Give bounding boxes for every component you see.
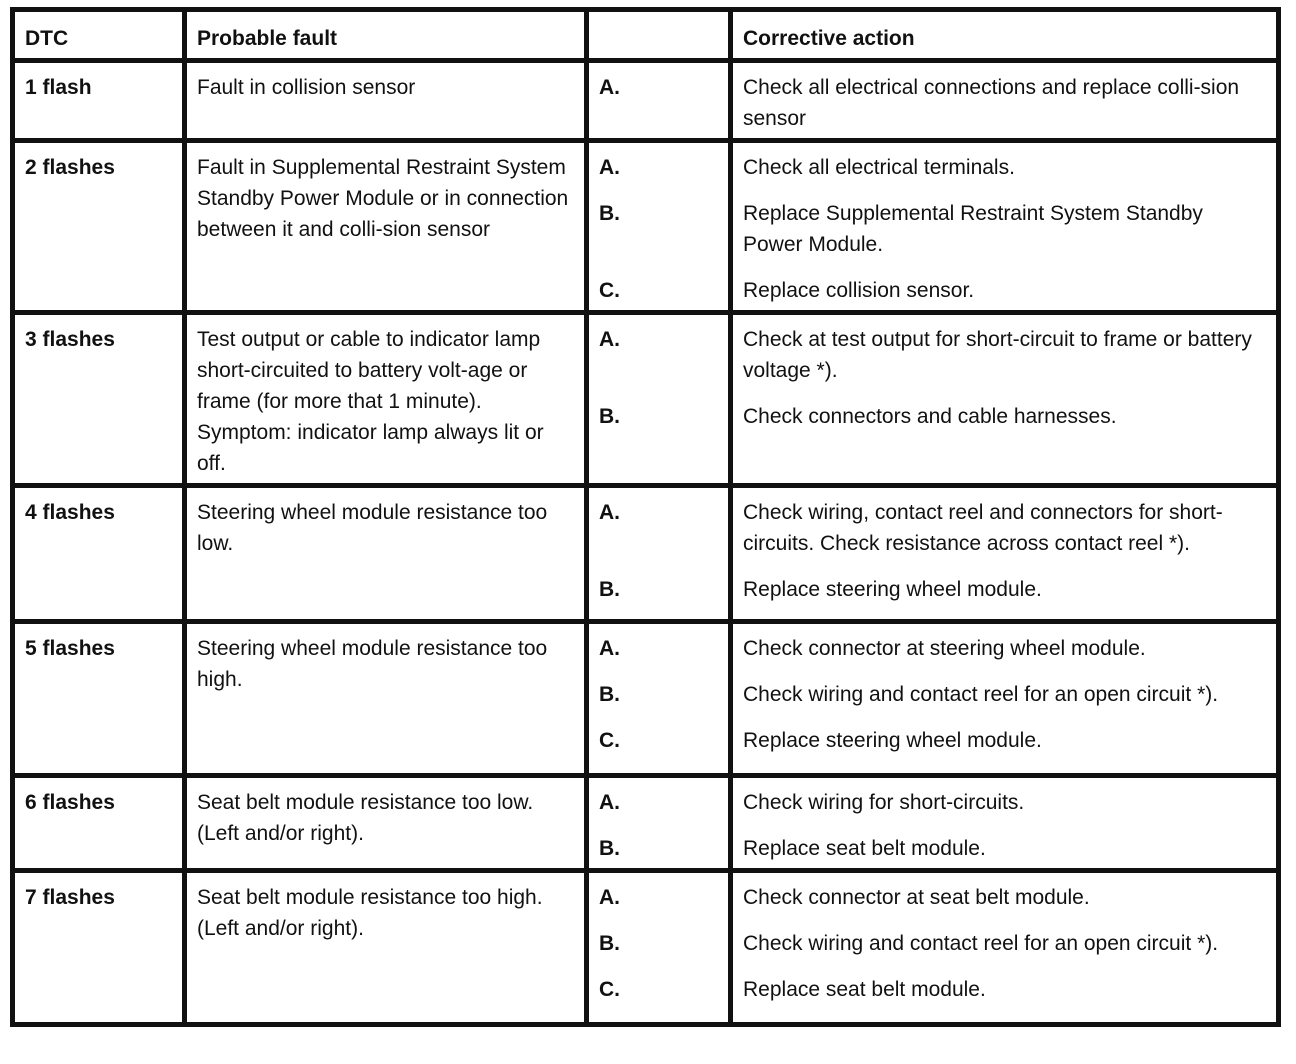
table-row [13,486,1279,622]
step-action: Check wiring and contact reel for an open circuit *). [743,932,1219,955]
corrective-actions [731,313,1279,486]
step-letter: B. [599,837,620,860]
corrective-actions [731,776,1279,871]
probable-fault: Seat belt module resistance too low. (Left and/or right). [185,776,587,871]
probable-fault: Test output or cable to indicator lamp short-circuited to battery volt-age or frame (for more that 1 minute). Symptom: indicator lamp always lit or off. [185,313,587,486]
probable-fault: Fault in Supplemental Restraint System Standby Power Module or in connection between it and colli-sion sensor [185,141,587,313]
step-action: Check wiring and contact reel for an open circuit *). [743,683,1219,706]
dtc-code: 3 flashes [13,313,185,486]
step-letter: C. [599,729,620,752]
step-action: Check connectors and cable harnesses. [743,405,1117,428]
dtc-code: 6 flashes [13,776,185,871]
dtc-code: 7 flashes [13,871,185,1025]
step-letter: B. [599,578,620,601]
step-action: Check at test output for short-circuit to frame or battery voltage *). [743,328,1252,382]
step-letter: A. [599,637,620,660]
step-letter: A. [599,501,620,524]
table-row [13,313,1279,486]
dtc-code: 1 flash [13,61,185,141]
header-dtc: DTC [13,10,185,61]
step-letter: A. [599,886,620,909]
dtc-code: 5 flashes [13,622,185,776]
table-row [13,776,1279,871]
step-letter: A. [599,791,620,814]
step-letter: B. [599,202,620,225]
dtc-table [10,7,1281,1027]
step-letter: B. [599,683,620,706]
step-letter: A. [599,328,620,351]
step-action: Replace collision sensor. [743,279,975,302]
table-row [13,141,1279,313]
probable-fault: Steering wheel module resistance too low. [185,486,587,622]
step-letters [587,871,731,1025]
table-row [13,61,1279,141]
step-action: Check all electrical connections and replace colli-sion sensor [743,76,1240,130]
step-letter: B. [599,932,620,955]
corrective-actions [731,871,1279,1025]
step-action: Check wiring for short-circuits. [743,791,1025,814]
step-letters [587,486,731,622]
corrective-actions [731,61,1279,141]
step-action: Check all electrical terminals. [743,156,1015,179]
probable-fault: Fault in collision sensor [185,61,587,141]
corrective-actions [731,486,1279,622]
table-row [13,622,1279,776]
step-action: Replace steering wheel module. [743,578,1042,601]
probable-fault: Steering wheel module resistance too high. [185,622,587,776]
header-step [587,10,731,61]
step-letter: C. [599,279,620,302]
step-letter: B. [599,405,620,428]
step-letters [587,622,731,776]
step-action: Check wiring, contact reel and connectors for short-circuits. Check resistance across contact reel *). [743,501,1223,555]
step-action: Replace seat belt module. [743,978,986,1001]
corrective-actions [731,622,1279,776]
dtc-code: 2 flashes [13,141,185,313]
header-row [13,10,1279,61]
dtc-code: 4 flashes [13,486,185,622]
step-letter: A. [599,156,620,179]
step-action: Replace seat belt module. [743,837,986,860]
table-body [13,61,1279,1025]
step-letters [587,141,731,313]
step-letter: A. [599,76,620,99]
corrective-actions [731,141,1279,313]
header-corrective-action: Corrective action [731,10,1279,61]
header-probable-fault: Probable fault [185,10,587,61]
table-row [13,871,1279,1025]
step-action: Replace steering wheel module. [743,729,1042,752]
step-letters [587,313,731,486]
step-letters [587,776,731,871]
step-letters [587,61,731,141]
step-action: Replace Supplemental Restraint System Standby Power Module. [743,202,1203,256]
probable-fault: Seat belt module resistance too high. (Left and/or right). [185,871,587,1025]
step-action: Check connector at seat belt module. [743,886,1090,909]
step-action: Check connector at steering wheel module. [743,637,1146,660]
step-letter: C. [599,978,620,1001]
